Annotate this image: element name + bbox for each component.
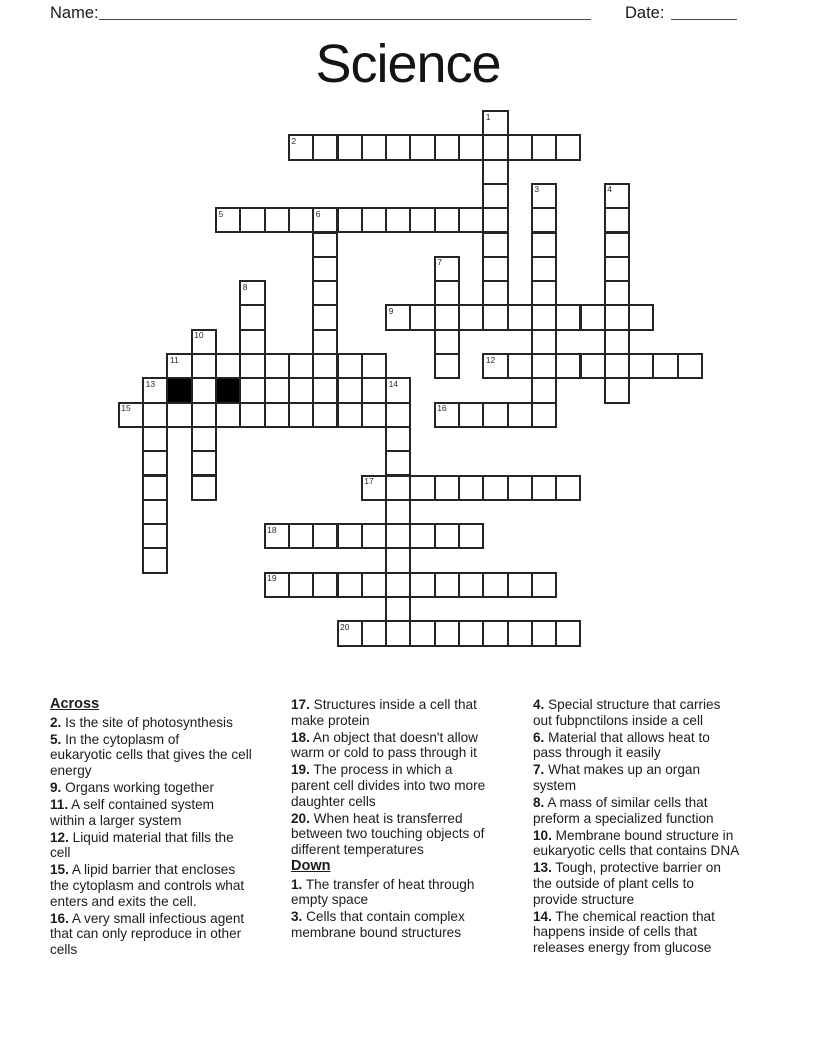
grid-cell [434,572,460,598]
cell-number: 7 [437,257,442,268]
grid-cell [337,207,363,233]
cell-number: 10 [194,330,204,341]
grid-cell [652,353,678,379]
grid-cell [191,426,217,452]
clue-line: within a larger system [50,812,182,828]
clue-number: 13. [533,860,552,876]
grid-cell [434,304,460,330]
clue-number: 1. [291,876,303,892]
grid-cell [482,304,508,330]
clue-line: out fubpnctilons inside a cell [533,712,704,728]
grid-cell [166,402,192,428]
grid-cell [239,377,265,403]
grid-cell [555,134,581,160]
grid-cell [531,475,557,501]
grid-cell [482,159,508,185]
clue-number: 20. [291,810,310,826]
grid-cell [458,523,484,549]
date-label: Date: [625,4,665,22]
grid-cell [434,523,460,549]
grid-cell [239,329,265,355]
clue-line: 19. The process in which a [291,762,453,778]
grid-cell [531,620,557,646]
grid-cell [434,207,460,233]
grid-cell [507,402,533,428]
grid-cell [191,475,217,501]
clue-line: 2. Is the site of photosynthesis [50,714,233,730]
grid-cell [312,329,338,355]
clue-13 [533,860,767,907]
clue-16 [50,911,274,958]
grid-cell [191,377,217,403]
clue-9 [50,780,274,796]
grid-cell [385,402,411,428]
grid-cell [385,596,411,622]
grid-cell [312,280,338,306]
grid-cell [191,402,217,428]
grid-cell [142,547,168,573]
grid-cell [458,402,484,428]
grid-cell [482,232,508,258]
blocked-cell [215,377,241,403]
grid-cell [604,329,630,355]
clue-18 [291,730,529,761]
clue-number: 6. [533,729,545,745]
cell-number: 4 [607,184,613,195]
clue-line: 12. Liquid material that fills the [50,829,234,845]
clue-number: 12. [50,829,69,845]
clue-line: system [533,777,577,793]
clue-column-1 [50,697,274,959]
grid-cell [288,402,314,428]
grid-cell [385,499,411,525]
clue-line: energy [50,762,92,778]
cell-number: 1 [485,111,491,122]
grid-cell [264,402,290,428]
grid-cell [385,134,411,160]
clue-line: eukaryotic cells that contains DNA [533,843,740,859]
clue-3 [291,909,529,940]
clue-11 [50,797,274,828]
grid-cell [409,304,435,330]
clue-line: pass through it easily [533,745,661,761]
cell-number: 19 [267,573,277,584]
clue-2 [50,715,274,731]
clue-14 [533,909,767,956]
grid-cell [239,353,265,379]
clue-line: the cytoplasm and controls what [50,878,245,894]
grid-cell [507,475,533,501]
down-header: Down [291,857,331,874]
clue-line: 11. A self contained system [50,797,214,813]
grid-cell [604,377,630,403]
grid-cell [142,426,168,452]
grid-cell [604,304,630,330]
clue-line: 4. Special structure that carries [533,697,721,712]
grid-cell [288,572,314,598]
clue-number: 2. [50,714,62,730]
grid-cell [312,402,338,428]
grid-cell [531,377,557,403]
grid-cell [531,304,557,330]
grid-cell [507,620,533,646]
grid-cell [507,134,533,160]
clue-line: 18. An object that doesn't allow [291,729,479,745]
grid-cell [458,134,484,160]
grid-cell [312,523,338,549]
clue-line: releases energy from glucose [533,939,712,955]
clue-5 [50,732,274,779]
grid-cell [288,353,314,379]
grid-cell [482,402,508,428]
grid-cell [337,572,363,598]
grid-cell [312,134,338,160]
grid-cell [361,134,387,160]
clue-number: 9. [50,779,62,795]
grid-cell [531,207,557,233]
grid-cell [531,232,557,258]
cell-number: 13 [145,378,156,389]
grid-cell [409,572,435,598]
clue-number: 17. [291,697,310,712]
grid-cell [264,377,290,403]
cell-number: 11 [169,354,179,365]
grid-cell [531,256,557,282]
name-label: Name: [50,4,99,22]
grid-cell [142,475,168,501]
clue-line: 20. When heat is transferred [291,810,463,826]
grid-cell [458,572,484,598]
cell-number: 14 [388,378,399,389]
grid-cell [337,523,363,549]
grid-cell [361,207,387,233]
page-title: Science [315,34,501,94]
clue-number: 8. [533,795,545,811]
clue-number: 10. [533,827,552,843]
cell-number: 17 [364,476,374,486]
grid-cell [580,353,606,379]
clue-number: 5. [50,731,62,747]
grid-cell [142,499,168,525]
clue-1 [291,877,529,908]
grid-cell [361,353,387,379]
grid-cell [434,353,460,379]
grid-cell [239,207,265,233]
grid-cell [312,256,338,282]
grid-cell [482,280,508,306]
grid-cell [337,134,363,160]
grid-cell [604,280,630,306]
clue-line: make protein [291,712,370,728]
grid-cell [239,304,265,330]
clue-line: preform a specialized function [533,810,714,826]
grid-cell [458,304,484,330]
clue-4 [533,697,767,728]
grid-cell [385,523,411,549]
clue-12 [50,830,274,861]
grid-cell [555,475,581,501]
clue-line: empty space [291,892,369,908]
clue-number: 11. [50,797,69,813]
grid-cell [555,304,581,330]
clue-line: cell [50,845,71,861]
grid-cell [337,377,363,403]
grid-cell [482,183,508,209]
clue-line: 9. Organs working together [50,779,214,795]
grid-cell [312,377,338,403]
grid-cell [142,402,168,428]
grid-cell [385,572,411,598]
grid-cell [531,134,557,160]
clue-column-3 [533,697,767,957]
grid-cell [361,402,387,428]
clue-line: cells [50,941,78,957]
grid-cell [434,280,460,306]
grid-cell [337,353,363,379]
grid-cell [580,304,606,330]
clue-line: different temperatures [291,841,424,857]
clue-line: 15. A lipid barrier that encloses [50,862,236,878]
grid-cell [555,620,581,646]
grid-cell [215,402,241,428]
grid-cell [531,280,557,306]
grid-cell [482,475,508,501]
clue-line: 14. The chemical reaction that [533,908,715,924]
clue-line: enters and exits the cell. [50,893,197,909]
cell-number: 15 [121,403,131,414]
grid-cell [385,207,411,233]
cell-number: 16 [437,403,447,414]
grid-cell [434,475,460,501]
grid-cell [361,620,387,646]
clue-line: 17. Structures inside a cell that [291,697,477,712]
grid-cell [312,304,338,330]
clue-17 [291,697,529,728]
clue-number: 14. [533,908,552,924]
clue-7 [533,762,767,793]
clue-line: membrane bound structures [291,924,462,940]
grid-cell [434,134,460,160]
clue-line: provide structure [533,891,635,907]
grid-cell [507,304,533,330]
clue-line: warm or cold to pass through it [291,745,477,761]
grid-cell [434,620,460,646]
grid-cell [191,450,217,476]
cell-number: 8 [242,281,248,292]
clue-line: 8. A mass of similar cells that [533,795,708,811]
clue-column-2 [291,697,529,942]
grid-cell [507,572,533,598]
grid-cell [482,207,508,233]
grid-cell [361,377,387,403]
grid-cell [264,207,290,233]
grid-cell [677,353,703,379]
grid-cell [409,523,435,549]
blocked-cell [166,377,192,403]
grid-cell [604,207,630,233]
clue-line: 3. Cells that contain complex [291,909,465,925]
grid-cell [337,402,363,428]
grid-cell [482,134,508,160]
clue-line: 13. Tough, protective barrier on [533,860,721,876]
clue-6 [533,730,767,761]
grid-cell [215,353,241,379]
grid-cell [458,475,484,501]
cell-number: 2 [291,135,297,146]
grid-cell [628,353,654,379]
grid-cell [142,523,168,549]
grid-cell [531,329,557,355]
clue-line: 7. What makes up an organ [533,762,701,778]
grid-cell [604,232,630,258]
clue-20 [291,811,529,858]
clue-line: the outside of plant cells to [533,876,694,892]
grid-cell [191,353,217,379]
clue-line: 1. The transfer of heat through [291,876,475,892]
grid-cell [604,353,630,379]
grid-cell [458,620,484,646]
cell-number: 18 [267,524,277,535]
grid-cell [531,353,557,379]
grid-cell [142,450,168,476]
grid-cell [385,547,411,573]
clue-10 [533,828,767,859]
grid-cell [385,620,411,646]
grid-cell [555,353,581,379]
grid-cell [312,232,338,258]
grid-cell [409,134,435,160]
grid-cell [312,572,338,598]
grid-cell [288,377,314,403]
cell-number: 3 [534,184,540,195]
grid-cell [385,475,411,501]
clue-line: eukaryotic cells that gives the cell [50,747,252,763]
grid-cell [628,304,654,330]
cell-number: 12 [485,354,496,365]
clue-line: between two touching objects of [291,826,485,842]
clue-number: 18. [291,729,310,745]
grid-cell [264,353,290,379]
clue-number: 15. [50,862,69,878]
clue-number: 4. [533,697,545,712]
grid-cell [482,620,508,646]
clue-19 [291,762,529,809]
clue-number: 7. [533,762,545,778]
clue-line: 16. A very small infectious agent [50,910,245,926]
grid-cell [361,572,387,598]
clue-number: 19. [291,762,310,778]
clue-8 [533,795,767,826]
grid-cell [507,353,533,379]
grid-cell [361,523,387,549]
clue-line: that can only reproduce in other [50,926,242,942]
grid-cell [385,450,411,476]
grid-cell [434,329,460,355]
clue-line: 5. In the cytoplasm of [50,731,180,747]
grid-cell [288,207,314,233]
grid-cell [458,207,484,233]
grid-cell [239,402,265,428]
across-header: Across [50,696,100,712]
cell-number: 9 [388,305,394,316]
clue-number: 3. [291,909,303,925]
clue-line: daughter cells [291,793,376,809]
clue-15 [50,862,274,909]
grid-cell [409,207,435,233]
clue-line: 6. Material that allows heat to [533,729,710,745]
grid-cell [531,572,557,598]
grid-cell [312,353,338,379]
grid-cell [288,523,314,549]
clue-number: 16. [50,910,69,926]
grid-cell [531,402,557,428]
grid-cell [482,572,508,598]
clue-line: parent cell divides into two more [291,777,486,793]
cell-number: 6 [315,208,321,219]
clue-line: 10. Membrane bound structure in [533,827,734,843]
grid-cell [482,256,508,282]
cell-number: 20 [340,621,350,632]
clue-line: happens inside of cells that [533,924,697,940]
cell-number: 5 [218,208,224,219]
grid-cell [409,475,435,501]
grid-cell [604,256,630,282]
grid-cell [409,620,435,646]
grid-cell [385,426,411,452]
